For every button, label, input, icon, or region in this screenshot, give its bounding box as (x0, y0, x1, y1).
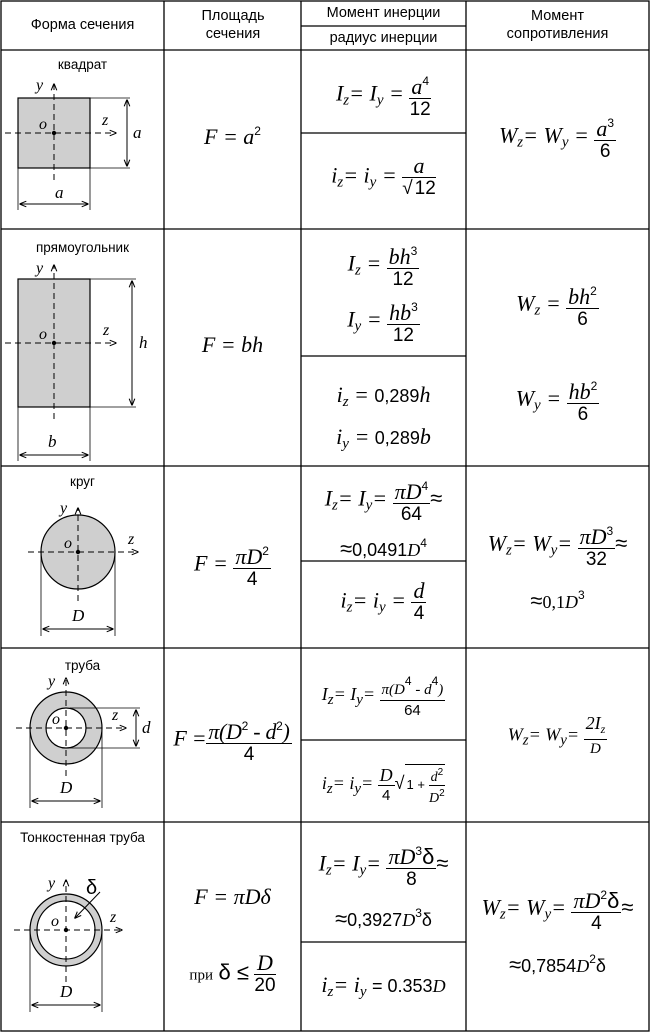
bottom-label: D (60, 982, 73, 1001)
axis-z-label: z (102, 112, 109, 129)
resistance-circle: $W_z= W_y=$ $\frac{\pi D^3}{32}$ ≈ (466, 520, 649, 571)
circle-figure (0, 466, 164, 648)
origin-label: o (64, 535, 72, 552)
radius-y-rectangle: $i_y = 0,289b$ (336, 424, 431, 452)
resistance-z-rectangle: $W_z$ = $\frac{bh^2}{6}$ (466, 280, 649, 331)
bottom-label: b (48, 432, 57, 451)
radius-circle: $i_z= i_y$ = $\frac{d}{4}$ (340, 578, 425, 624)
bottom-label: a (55, 183, 64, 202)
origin-label: o (51, 913, 59, 930)
origin-label: o (52, 711, 60, 728)
header-area: Площадь сечения (201, 8, 265, 42)
axis-z-label: z (103, 322, 110, 339)
resistance-thin-pipe-approx: $\approx 0,7854D^2\delta$ (509, 952, 606, 977)
inertia-z-rectangle: $I_z$ = $\frac{bh^3}{12}$ (301, 240, 466, 291)
bottom-label: D (72, 606, 85, 625)
resistance-thin-pipe: $W_z= W_y=$ $\frac{\pi D^2\delta}{4}$ ≈ (466, 884, 649, 935)
area-square: $F = a^2$ (204, 124, 261, 149)
inertia-square: $I_z= I_y$ = $\frac{a^4}{12}$ (301, 70, 466, 121)
wall-thickness-label: δ (86, 877, 98, 899)
resistance-circle-approx: $\approx 0,1D^3$ (530, 588, 585, 613)
area-condition-thin-pipe: при δ ≤ $\frac{D}{20}$ (189, 950, 276, 996)
origin-label: o (39, 116, 47, 133)
resistance-square: $W_z= W_y$ = $\frac{a^3}{6}$ (466, 112, 649, 163)
rectangle-figure (0, 229, 164, 466)
pipe-figure (0, 648, 164, 822)
area-pipe: F = $\frac{\pi(D^2 - d^2)}{4}$ (164, 715, 301, 766)
radius-square: $i_z= i_y$ = $\frac{a}{√ 12}$ (331, 153, 436, 199)
axis-y-label: y (36, 260, 44, 277)
resistance-y-rectangle: $W_y$ = $\frac{hb^2}{6}$ (466, 375, 649, 426)
inertia-circle-approx: $\approx 0,0491D^4$ (340, 536, 427, 561)
header-shape: Форма сечения (30, 17, 135, 33)
header-radius: радиус инерции (329, 30, 438, 46)
inertia-y-rectangle: $I_y$ = $\frac{hb^3}{12}$ (301, 296, 466, 347)
radius-thin-pipe: $i_z= i_y = 0.353D$ (321, 972, 446, 1000)
axis-z-label: z (112, 707, 119, 724)
shape-name-pipe: труба (64, 658, 101, 673)
inner-diameter-label: d (142, 718, 151, 737)
axis-y-label: y (60, 500, 68, 517)
side-label: a (133, 123, 142, 142)
inertia-thin-pipe: $I_z= I_y=$ $\frac{\pi D^3\delta}{8}$ ≈ (301, 840, 466, 891)
axis-z-label: z (128, 531, 135, 548)
radius-z-rectangle: $i_z = 0,289h$ (336, 382, 431, 410)
axis-y-label: y (36, 77, 44, 94)
inertia-pipe: $I_z= I_y=$ $\frac{\pi(D^4 - d^4)}{64}$ (321, 674, 444, 719)
header-resistance: Момент сопротивления (506, 8, 609, 42)
axis-y-label: y (48, 673, 56, 690)
axis-y-label: y (48, 875, 56, 892)
resistance-pipe: $W_z= W_y=$ $\frac{2I_z}{D}$ (507, 713, 606, 757)
inertia-thin-pipe-approx: $\approx 0,3927D^3\delta$ (335, 906, 432, 931)
axis-z-label: z (110, 909, 117, 926)
area-thin-pipe: F = πDδ (194, 884, 271, 909)
shape-name-square: квадрат (57, 57, 108, 72)
shape-name-rectangle: прямоугольник (35, 240, 130, 255)
area-circle: F = $\frac{\pi D^2}{4}$ (164, 540, 301, 591)
square-figure (0, 50, 164, 229)
shape-name-thin-pipe: Тонкостенная труба (20, 830, 145, 845)
shape-name-circle: круг (70, 474, 95, 489)
area-rectangle: F = bh (201, 332, 264, 357)
inertia-circle: $I_z= I_y=$ $\frac{\pi D^4}{64}$ ≈ (301, 475, 466, 526)
side-label: h (139, 333, 148, 352)
origin-label: o (39, 326, 47, 343)
bottom-label: D (60, 778, 73, 797)
header-inertia: Момент инерции (326, 5, 441, 21)
thin-pipe-figure (0, 822, 164, 1032)
radius-pipe: $i_z= i_y=$ $\frac{D}{4}$ √ 1 + $\frac{d^2}{D^2}$ (321, 764, 445, 806)
